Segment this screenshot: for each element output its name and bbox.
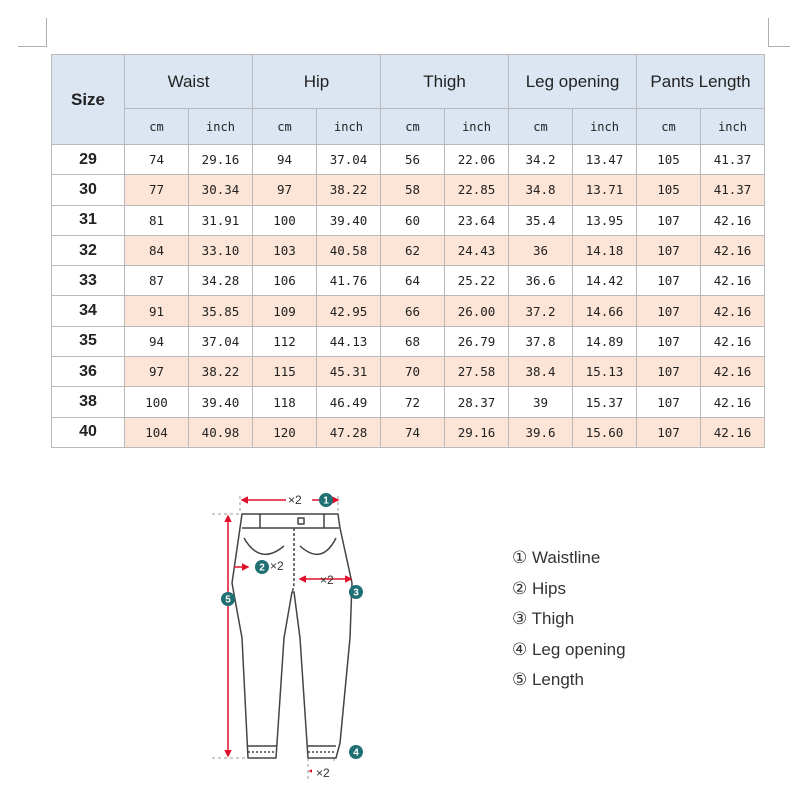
- table-cell: 36: [509, 235, 573, 265]
- table-cell: 41.76: [317, 266, 381, 296]
- table-cell: 14.66: [573, 296, 637, 326]
- group-header-waist: Waist: [125, 55, 253, 109]
- table-cell: 34.2: [509, 145, 573, 175]
- table-row: [52, 205, 765, 235]
- table-cell: 37.04: [189, 326, 253, 356]
- table-cell: 36.6: [509, 266, 573, 296]
- table-cell: 70: [381, 357, 445, 387]
- table-row: [52, 145, 765, 175]
- marker-1: [319, 493, 333, 507]
- marker-4: [349, 745, 363, 759]
- marker-2: [255, 560, 269, 574]
- unit-header: cm: [509, 109, 573, 145]
- legend-item-hips: ② Hips: [512, 578, 566, 598]
- multiplier-label: ×2: [288, 493, 302, 507]
- table-cell: 40.98: [189, 417, 253, 447]
- table-row: [52, 175, 765, 205]
- table-cell: 35.4: [509, 205, 573, 235]
- table-cell: 24.43: [445, 235, 509, 265]
- table-cell: 14.89: [573, 326, 637, 356]
- table-cell: 38.22: [189, 357, 253, 387]
- table-cell: 37.04: [317, 145, 381, 175]
- table-cell: 26.00: [445, 296, 509, 326]
- unit-header: cm: [381, 109, 445, 145]
- table-cell: 15.37: [573, 387, 637, 417]
- svg-text:1: 1: [323, 495, 329, 507]
- table-cell: 64: [381, 266, 445, 296]
- table-cell: 91: [125, 296, 189, 326]
- table-cell: 107: [637, 266, 701, 296]
- table-cell: 66: [381, 296, 445, 326]
- size-cell: 36: [52, 357, 125, 387]
- table-cell: 44.13: [317, 326, 381, 356]
- table-cell: 31.91: [189, 205, 253, 235]
- table-cell: 107: [637, 205, 701, 235]
- group-header-leg-opening: Leg opening: [509, 55, 637, 109]
- multiplier-label: ×2: [270, 559, 284, 573]
- table-cell: 34.8: [509, 175, 573, 205]
- svg-text:3: 3: [353, 587, 359, 599]
- table-cell: 42.16: [701, 387, 765, 417]
- table-cell: 41.37: [701, 145, 765, 175]
- table-row: [52, 296, 765, 326]
- unit-header: inch: [573, 109, 637, 145]
- table-cell: 37.8: [509, 326, 573, 356]
- table-cell: 38.4: [509, 357, 573, 387]
- table-cell: 22.06: [445, 145, 509, 175]
- table-cell: 14.18: [573, 235, 637, 265]
- table-body: [52, 145, 765, 448]
- table-row: [52, 417, 765, 447]
- table-cell: 37.2: [509, 296, 573, 326]
- unit-row: [52, 109, 765, 145]
- legend-item-thigh: ③ Thigh: [512, 609, 575, 628]
- table-cell: 22.85: [445, 175, 509, 205]
- pants-outline: [232, 514, 352, 758]
- marker-3: [349, 585, 363, 599]
- table-cell: 115: [253, 357, 317, 387]
- table-cell: 103: [253, 235, 317, 265]
- size-cell: 34: [52, 296, 125, 326]
- table-cell: 56: [381, 145, 445, 175]
- table-cell: 46.49: [317, 387, 381, 417]
- table-cell: 42.16: [701, 326, 765, 356]
- table-cell: 23.64: [445, 205, 509, 235]
- unit-header: inch: [317, 109, 381, 145]
- table-cell: 107: [637, 417, 701, 447]
- table-cell: 97: [253, 175, 317, 205]
- unit-header: inch: [445, 109, 509, 145]
- size-cell: 30: [52, 175, 125, 205]
- table-cell: 94: [253, 145, 317, 175]
- table-cell: 97: [125, 357, 189, 387]
- table-cell: 42.16: [701, 417, 765, 447]
- table-cell: 34.28: [189, 266, 253, 296]
- table-cell: 84: [125, 235, 189, 265]
- table-cell: 107: [637, 387, 701, 417]
- table-cell: 60: [381, 205, 445, 235]
- table-cell: 39.40: [317, 205, 381, 235]
- multiplier-label: ×2: [320, 573, 334, 587]
- table-cell: 27.58: [445, 357, 509, 387]
- table-cell: 68: [381, 326, 445, 356]
- table-cell: 14.42: [573, 266, 637, 296]
- table-cell: 107: [637, 296, 701, 326]
- table-cell: 58: [381, 175, 445, 205]
- table-cell: 120: [253, 417, 317, 447]
- size-cell: 35: [52, 326, 125, 356]
- table-cell: 104: [125, 417, 189, 447]
- crop-mark: [18, 46, 46, 47]
- table-cell: 81: [125, 205, 189, 235]
- size-cell: 29: [52, 145, 125, 175]
- legend-item-waistline: ① Waistline: [512, 548, 601, 567]
- table-cell: 105: [637, 145, 701, 175]
- table-cell: 13.95: [573, 205, 637, 235]
- size-cell: 40: [52, 417, 125, 447]
- table-cell: 107: [637, 326, 701, 356]
- table-cell: 107: [637, 357, 701, 387]
- table-cell: 30.34: [189, 175, 253, 205]
- table-cell: 74: [125, 145, 189, 175]
- size-header-label: Size: [70, 89, 106, 109]
- size-cell: 38: [52, 387, 125, 417]
- pants-diagram: [212, 488, 364, 788]
- group-header-pants-length: Pants Length: [637, 55, 765, 109]
- group-header-thigh: Thigh: [381, 55, 509, 109]
- size-cell: 33: [52, 266, 125, 296]
- unit-header: cm: [637, 109, 701, 145]
- table-cell: 33.10: [189, 235, 253, 265]
- svg-text:2: 2: [259, 562, 265, 574]
- table-cell: 42.16: [701, 205, 765, 235]
- legend-item-leg-opening: ④ Leg opening: [512, 639, 626, 659]
- table-cell: 13.47: [573, 145, 637, 175]
- table-cell: 39.40: [189, 387, 253, 417]
- table-cell: 15.60: [573, 417, 637, 447]
- table-cell: 39: [509, 387, 573, 417]
- svg-text:5: 5: [225, 594, 231, 606]
- multiplier-label: ×2: [316, 766, 330, 780]
- table-cell: 109: [253, 296, 317, 326]
- table-cell: 100: [253, 205, 317, 235]
- table-cell: 40.58: [317, 235, 381, 265]
- table-cell: 42.95: [317, 296, 381, 326]
- table-cell: 29.16: [445, 417, 509, 447]
- crop-mark: [768, 46, 790, 47]
- marker-5: [221, 592, 235, 606]
- size-cell: 31: [52, 205, 125, 235]
- table-cell: 118: [253, 387, 317, 417]
- table-cell: 13.71: [573, 175, 637, 205]
- table-row: [52, 266, 765, 296]
- table-cell: 42.16: [701, 357, 765, 387]
- table-cell: 35.85: [189, 296, 253, 326]
- table-cell: 62: [381, 235, 445, 265]
- legend-item-length: ⑤ Length: [512, 670, 584, 689]
- table-cell: 42.16: [701, 235, 765, 265]
- table-row: [52, 326, 765, 356]
- unit-header: inch: [701, 109, 765, 145]
- table-row: [52, 357, 765, 387]
- table-cell: 77: [125, 175, 189, 205]
- size-cell: 32: [52, 235, 125, 265]
- unit-header: inch: [189, 109, 253, 145]
- unit-header: cm: [125, 109, 189, 145]
- size-chart-table: [51, 54, 765, 448]
- table-row: [52, 387, 765, 417]
- header-row: [52, 55, 765, 109]
- table-cell: 26.79: [445, 326, 509, 356]
- table-cell: 47.28: [317, 417, 381, 447]
- table-cell: 94: [125, 326, 189, 356]
- measurement-legend: [512, 546, 626, 699]
- table-cell: 87: [125, 266, 189, 296]
- unit-header: cm: [253, 109, 317, 145]
- table-cell: 42.16: [701, 296, 765, 326]
- table-cell: 41.37: [701, 175, 765, 205]
- table-cell: 15.13: [573, 357, 637, 387]
- table-cell: 39.6: [509, 417, 573, 447]
- table-cell: 106: [253, 266, 317, 296]
- table-cell: 72: [381, 387, 445, 417]
- table-cell: 28.37: [445, 387, 509, 417]
- group-header-hip: Hip: [253, 55, 381, 109]
- table-cell: 112: [253, 326, 317, 356]
- table-cell: 29.16: [189, 145, 253, 175]
- table-cell: 74: [381, 417, 445, 447]
- table-row: [52, 235, 765, 265]
- table-cell: 25.22: [445, 266, 509, 296]
- table-cell: 105: [637, 175, 701, 205]
- table-cell: 45.31: [317, 357, 381, 387]
- table-cell: 107: [637, 235, 701, 265]
- table-cell: 100: [125, 387, 189, 417]
- size-header: [52, 55, 125, 145]
- crop-mark: [768, 18, 769, 47]
- table-cell: 42.16: [701, 266, 765, 296]
- table-cell: 38.22: [317, 175, 381, 205]
- svg-text:4: 4: [353, 747, 359, 759]
- crop-mark: [46, 18, 47, 47]
